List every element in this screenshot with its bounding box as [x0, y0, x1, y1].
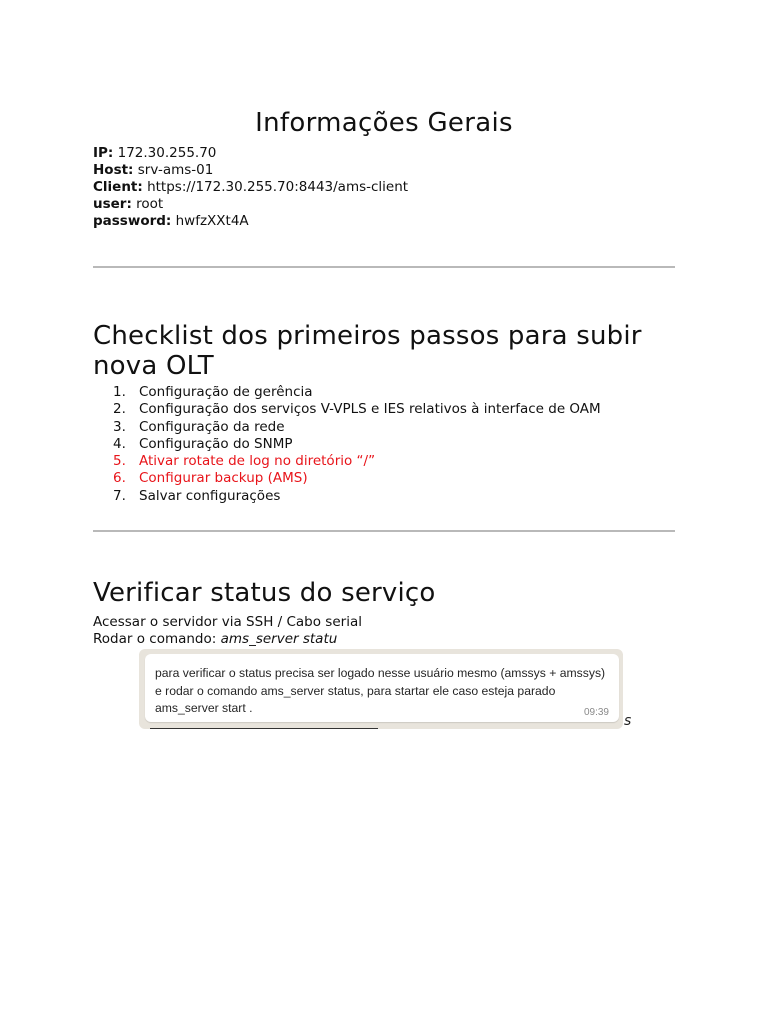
checklist-item: 4. Configuração do SNMP	[113, 435, 293, 452]
access-instruction: Acessar o servidor via SSH / Cabo serial	[93, 614, 362, 630]
checklist-item: 1. Configuração de gerência	[113, 384, 313, 400]
chat-message-time: 09:39	[583, 707, 609, 718]
section-title-general-info: Informações Gerais	[255, 108, 513, 138]
info-value-ip: 172.30.255.70	[113, 145, 217, 161]
checklist-title-line-2: nova OLT	[93, 351, 214, 381]
info-row-host	[93, 162, 408, 179]
checklist-item: 2. Configuração dos serviços V-VPLS e IES relativos à interface de OAM	[113, 401, 601, 418]
checklist	[113, 384, 601, 505]
command-instruction: Rodar o comando: ams_server statu	[93, 631, 338, 647]
info-row-ip	[93, 145, 408, 162]
info-label-password: password:	[93, 213, 172, 229]
section-title-service-status: Verificar status do serviço	[93, 578, 436, 608]
info-value-user: root	[131, 196, 164, 212]
service-status-text	[93, 614, 362, 648]
info-row-client	[93, 179, 408, 196]
info-label-user: user:	[93, 196, 132, 212]
info-row-password	[93, 213, 408, 230]
info-row-user	[93, 196, 408, 213]
checklist-item-highlighted: 5. Ativar rotate de log no diretório “/”	[113, 453, 376, 470]
info-label-client: Client:	[93, 179, 143, 195]
checklist-item-highlighted: 6. Configurar backup (AMS)	[113, 470, 308, 487]
info-value-host: srv-ams-01	[133, 162, 214, 178]
checklist-item: 7. Salvar configurações	[113, 487, 281, 504]
info-value-client: https://172.30.255.70:8443/ams-client	[142, 179, 409, 195]
checklist-title-line-1: Checklist dos primeiros passos para subir	[93, 321, 642, 351]
section-title-checklist	[93, 321, 642, 381]
horizontal-divider	[93, 266, 675, 268]
info-label-ip: IP:	[93, 145, 114, 161]
checklist-item: 3. Configuração da rede	[113, 418, 285, 435]
horizontal-divider	[93, 530, 675, 532]
general-info-block	[93, 145, 408, 230]
underline-fragment	[150, 728, 378, 729]
info-value-password: hwfzXXt4A	[171, 213, 249, 229]
chat-message-text: para verificar o status precisa ser logado nesse usuário mesmo (amssys + amssys) e rodar o comando ams_server status, para startar ele caso esteja parado ams_server start .	[155, 666, 606, 715]
chat-screenshot	[139, 649, 623, 729]
chat-message-bubble	[145, 654, 619, 722]
command-text: ams_server statu	[220, 631, 338, 647]
trailing-text-fragment: s	[624, 713, 632, 729]
info-label-host: Host:	[93, 162, 134, 178]
